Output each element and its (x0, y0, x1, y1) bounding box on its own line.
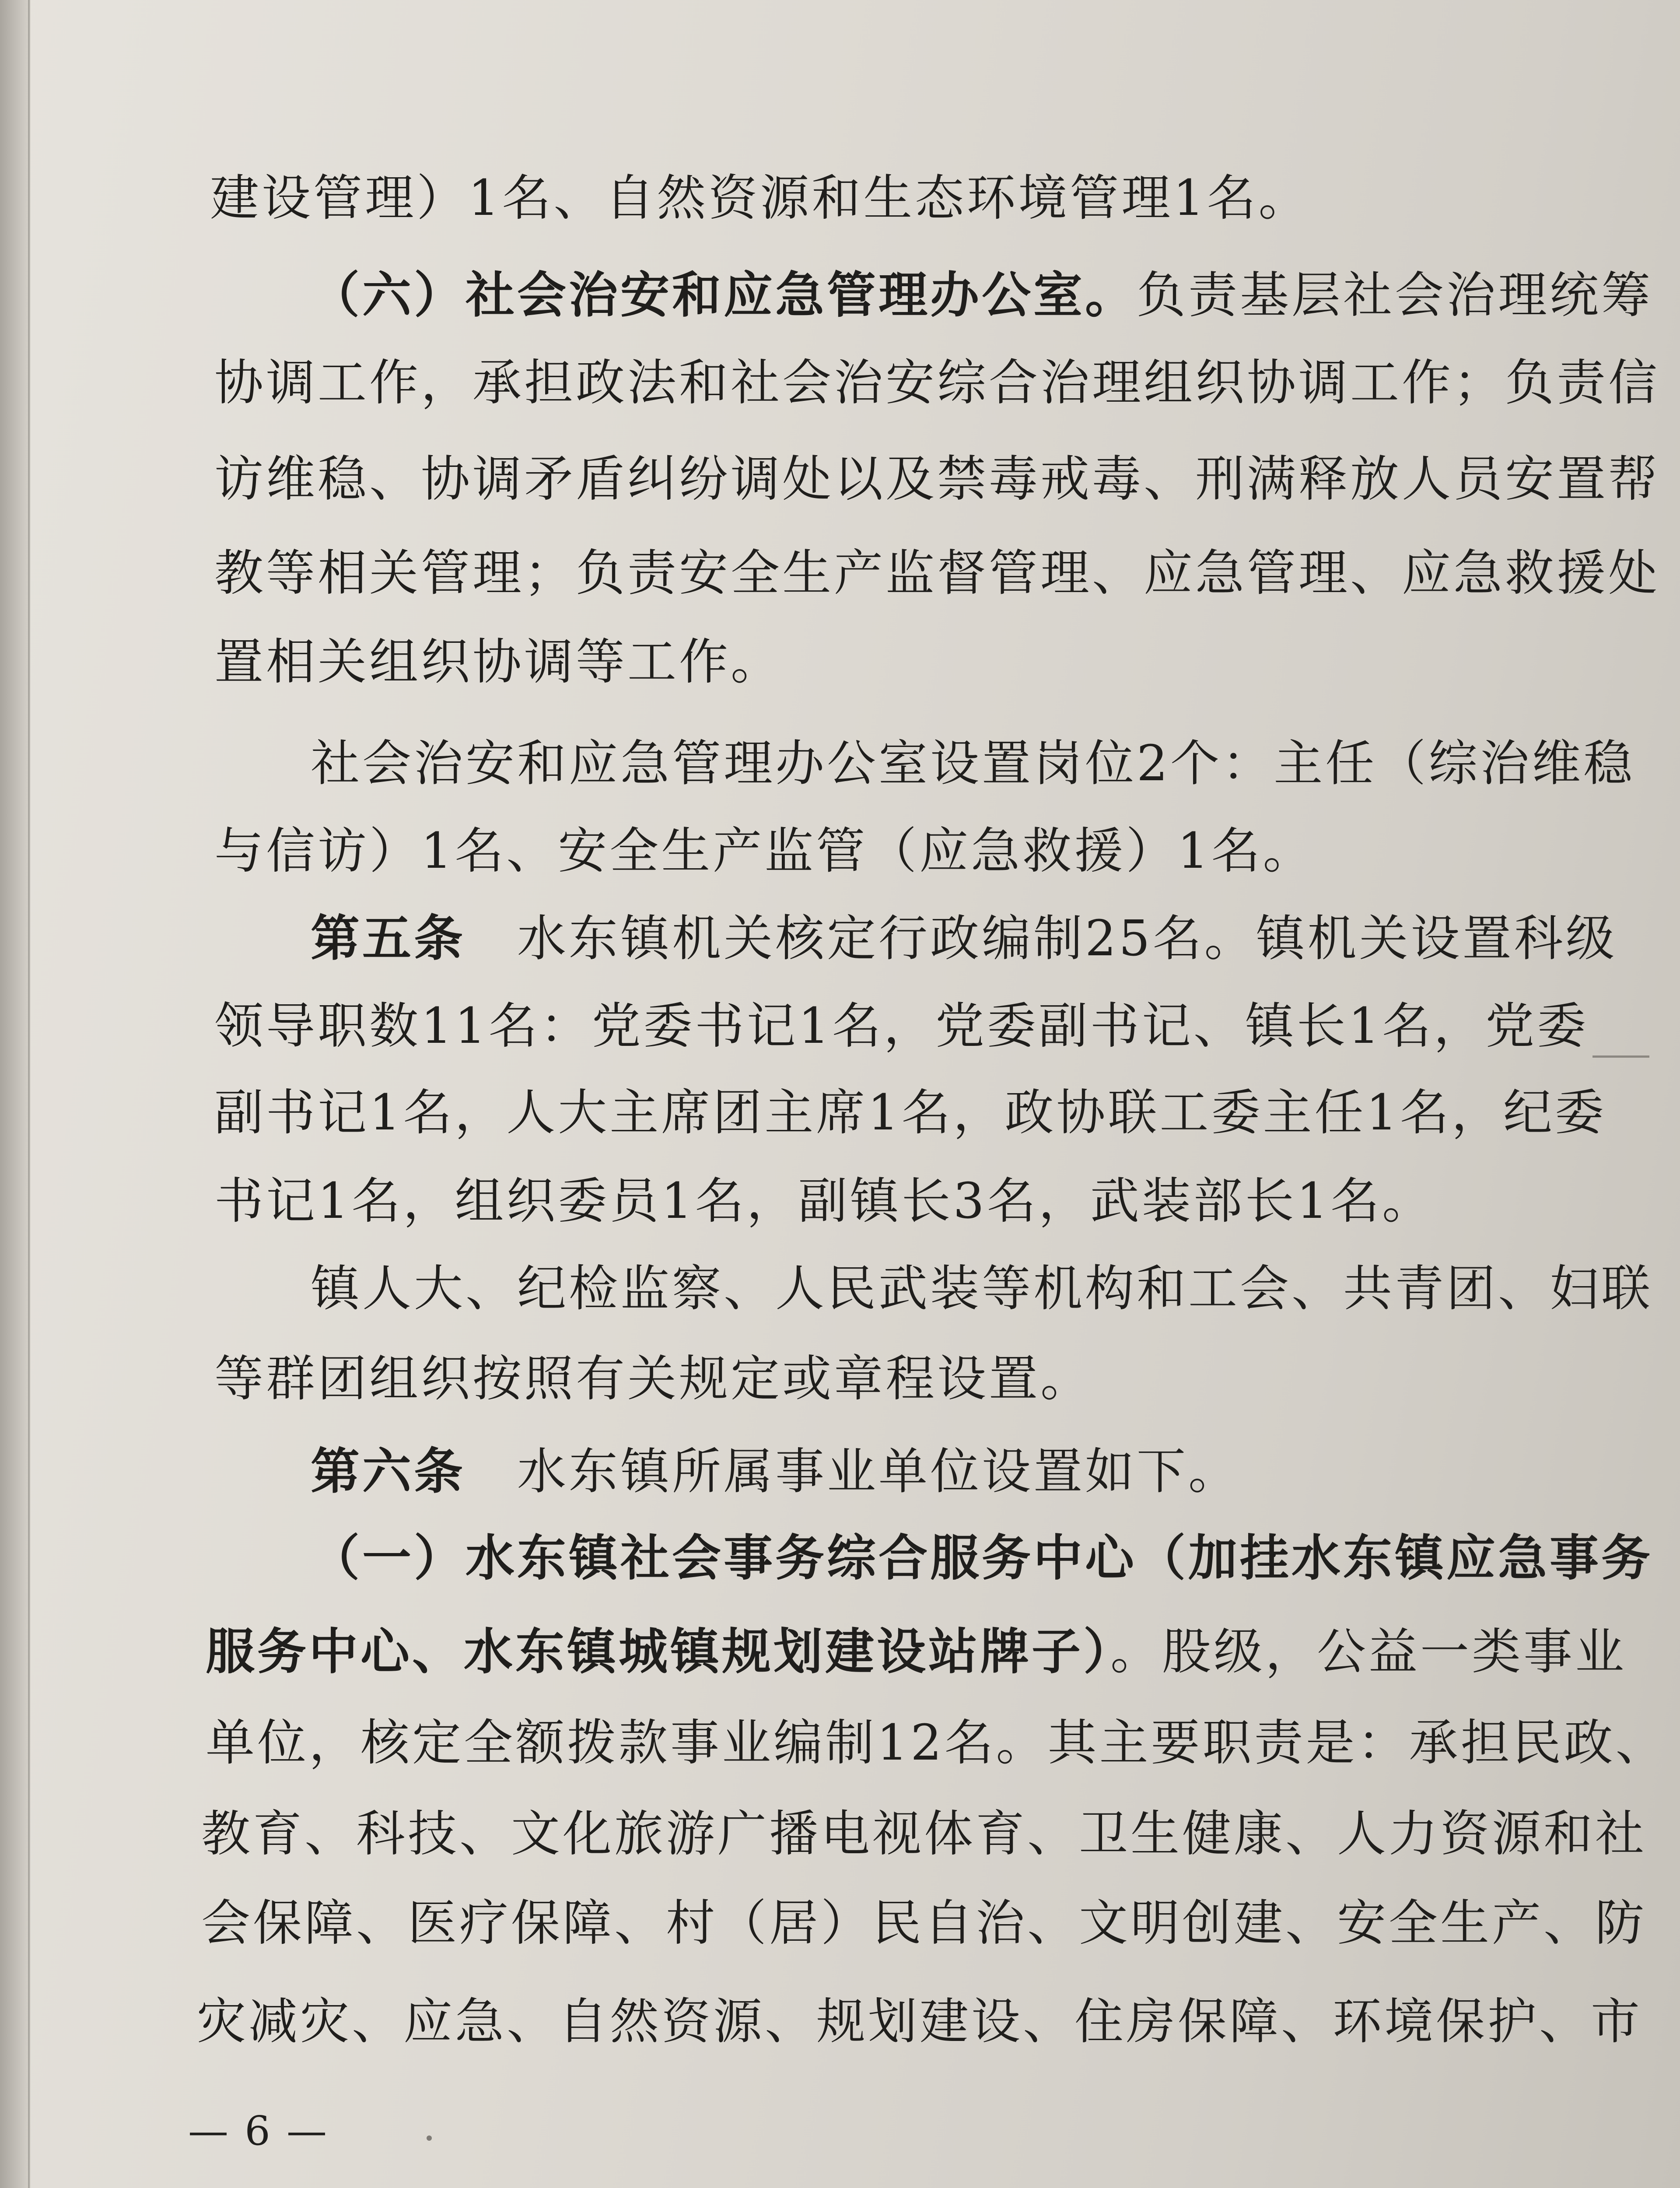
line-text: 建设管理）1名、自然资源和生态环境管理1名。 (210, 170, 1310, 227)
text-line-14 (214, 1350, 1092, 1407)
text-line-13 (311, 1260, 1653, 1317)
text-line-12 (214, 1173, 1434, 1230)
line-text: 教育、科技、文化旅游广播电视体育、卫生健康、人力资源和社 (201, 1806, 1647, 1862)
line-text: 负责基层社会治理统筹 (1137, 267, 1653, 324)
line-text: 书记1名，组织委员1名，副镇长3名，武装部长1名。 (214, 1173, 1434, 1230)
text-line-17 (206, 1623, 1627, 1680)
text-line-9 (311, 910, 1617, 967)
text-line-1 (210, 170, 1310, 227)
text-line-7 (311, 735, 1635, 792)
line-text: 灾减灾、应急、自然资源、规划建设、住房保障、环境保护、市 (197, 1993, 1642, 2050)
line-text: 副书记1名，人大主席团主席1名，政协联工委主任1名，纪委 (214, 1084, 1606, 1141)
text-line-21 (197, 1993, 1642, 2050)
line-text: 单位，核定全额拨款事业编制12名。其主要职责是：承担民政、 (206, 1715, 1667, 1771)
line-text: 与信访）1名、安全生产监管（应急救援）1名。 (214, 823, 1315, 880)
line-text: 会保障、医疗保障、村（居）民自治、文明创建、安全生产、防 (201, 1895, 1647, 1952)
article-five-heading: 第五条 (311, 910, 466, 967)
text-line-15 (311, 1443, 1240, 1500)
text-line-19 (201, 1806, 1647, 1862)
paper-speck (427, 2135, 432, 2141)
line-text: 置相关组织协调等工作。 (214, 634, 782, 691)
text-line-4 (214, 451, 1660, 508)
text-line-5 (214, 545, 1660, 602)
text-line-3 (214, 354, 1660, 411)
line-text: 。股级，公益一类事业 (1110, 1623, 1627, 1680)
margin-mark (1592, 1055, 1649, 1058)
text-line-18 (206, 1715, 1667, 1771)
article-six-heading: 第六条 (311, 1443, 466, 1500)
line-text: 协调工作，承担政法和社会治安综合治理组织协调工作；负责信 (214, 354, 1660, 411)
line-text: 社会治安和应急管理办公室设置岗位2个：主任（综治维稳 (311, 735, 1635, 792)
line-text: 教等相关管理；负责安全生产监督管理、应急管理、应急救援处 (214, 545, 1660, 602)
text-line-2 (311, 267, 1653, 324)
line-text: 水东镇所属事业单位设置如下。 (466, 1443, 1240, 1500)
line-text: 等群团组织按照有关规定或章程设置。 (214, 1350, 1092, 1407)
text-line-16 (311, 1530, 1653, 1587)
line-text: 水东镇机关核定行政编制25名。镇机关设置科级 (466, 910, 1617, 967)
line-text: 访维稳、协调矛盾纠纷调处以及禁毒戒毒、刑满释放人员安置帮 (214, 451, 1660, 508)
line-text: 领导职数11名：党委书记1名，党委副书记、镇长1名，党委 (214, 998, 1589, 1055)
text-line-11 (214, 1084, 1606, 1141)
section-heading-six: （六）社会治安和应急管理办公室。 (311, 266, 1137, 324)
text-line-6 (214, 634, 782, 691)
unit-heading-one: （一）水东镇社会事务综合服务中心（加挂水东镇应急事务 (311, 1529, 1653, 1587)
text-line-20 (201, 1895, 1647, 1952)
unit-heading-one-continued: 服务中心、水东镇城镇规划建设站牌子） (206, 1623, 1110, 1680)
text-line-10 (214, 998, 1589, 1055)
text-line-8 (214, 823, 1315, 880)
line-text: 镇人大、纪检监察、人民武装等机构和工会、共青团、妇联 (311, 1260, 1653, 1317)
page-number: — 6 — (188, 2107, 329, 2154)
